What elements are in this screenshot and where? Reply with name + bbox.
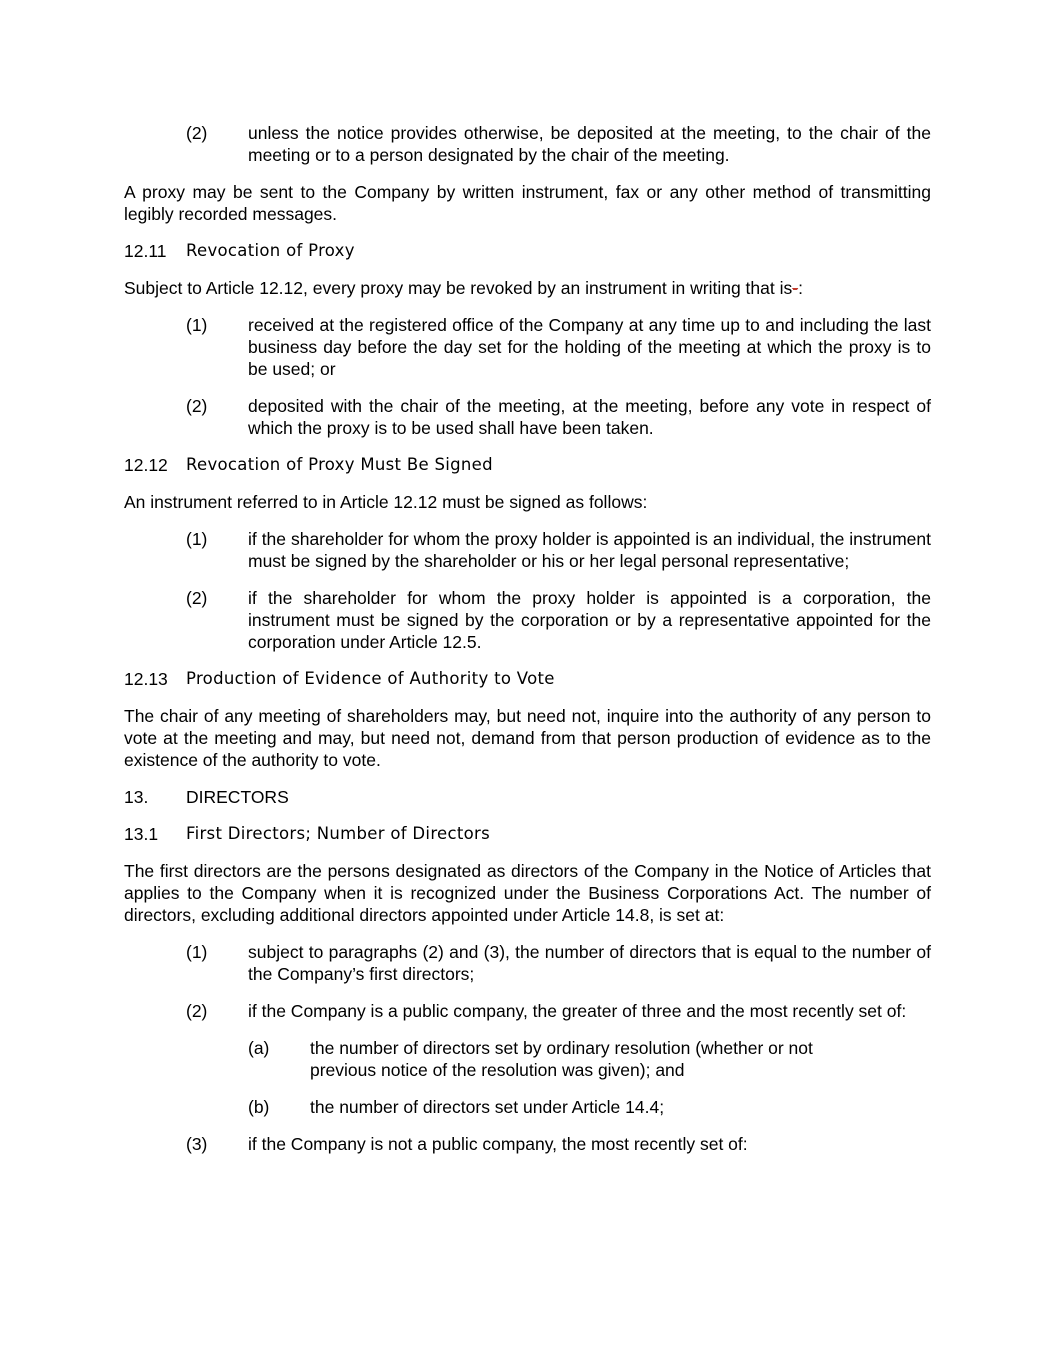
item-number: (1) xyxy=(186,529,208,549)
item-number: (2) xyxy=(186,396,208,416)
item-number: (b) xyxy=(248,1097,270,1117)
item-text: if the shareholder for whom the proxy holder is appointed is an individual, the instrument must be signed by the shareholder or his or her legal personal representative; xyxy=(248,529,931,571)
item-text: deposited with the chair of the meeting, at the meeting, before any vote in respect of which the proxy is to be used shall have been taken. xyxy=(248,396,931,438)
section-heading xyxy=(124,454,931,476)
list-item xyxy=(124,1133,931,1155)
item-text: received at the registered office of the Company at any time up to and including the last business day before the day set for the holding of the meeting at which the proxy is to be used; or xyxy=(248,315,931,379)
heading-number: 12.13 xyxy=(124,669,168,689)
list-item xyxy=(124,528,931,572)
paragraph: The first directors are the persons designated as directors of the Company in the Notice of Articles that applies to the Company when it is recognized under the Business Corporations Act. The number of directors, excluding additional directors appointed under Article 14.8, is set at: xyxy=(124,861,931,925)
item-text: subject to paragraphs (2) and (3), the number of directors that is equal to the number of the Company’s first directors; xyxy=(248,942,931,984)
section-heading xyxy=(124,823,931,845)
paragraph: The chair of any meeting of shareholders may, but need not, inquire into the authority of any person to vote at the meeting and may, but need not, demand from that person production of evidence as to the existence of the authority to vote. xyxy=(124,706,931,770)
item-text: if the shareholder for whom the proxy holder is appointed is a corporation, the instrument must be signed by the corporation or by a representative appointed for the corporation under Article 12.5. xyxy=(248,588,931,652)
section-heading xyxy=(124,240,931,262)
item-text: if the Company is not a public company, the most recently set of: xyxy=(248,1134,748,1154)
heading-number: 12.12 xyxy=(124,455,168,475)
deleted-text: - xyxy=(792,278,799,298)
item-text: unless the notice provides otherwise, be deposited at the meeting, to the chair of the meeting or to a person designated by the chair of the meeting. xyxy=(248,123,931,165)
list-item xyxy=(124,122,931,166)
paragraph-text: : xyxy=(798,278,803,298)
item-number: (a) xyxy=(248,1038,270,1058)
heading-title: Revocation of Proxy Must Be Signed xyxy=(186,455,493,474)
paragraph: A proxy may be sent to the Company by written instrument, fax or any other method of transmitting legibly recorded messages. xyxy=(124,182,931,224)
paragraph-text: Subject to Article 12.12, every proxy may be revoked by an instrument in writing that is xyxy=(124,278,793,298)
paragraph: An instrument referred to in Article 12.12 must be signed as follows: xyxy=(124,492,648,512)
list-item xyxy=(124,1000,931,1022)
article-number: 13. xyxy=(124,787,149,807)
item-number: (1) xyxy=(186,942,208,962)
heading-title: Revocation of Proxy xyxy=(186,241,355,260)
item-number: (2) xyxy=(186,123,208,143)
document-page xyxy=(124,122,931,1170)
item-number: (1) xyxy=(186,315,208,335)
item-number: (3) xyxy=(186,1134,208,1154)
sub-list-item xyxy=(124,1037,876,1081)
list-item xyxy=(124,587,931,653)
item-number: (2) xyxy=(186,1001,208,1021)
item-text: the number of directors set under Article 14.4; xyxy=(310,1097,665,1117)
article-heading xyxy=(124,786,931,808)
list-item xyxy=(124,395,931,439)
item-text: the number of directors set by ordinary resolution (whether or not previous notice of the resolution was given); and xyxy=(310,1038,813,1080)
heading-title: First Directors; Number of Directors xyxy=(186,824,491,843)
list-item xyxy=(124,941,931,985)
item-text: if the Company is a public company, the greater of three and the most recently set of: xyxy=(248,1001,907,1021)
paragraph xyxy=(124,277,931,299)
heading-number: 12.11 xyxy=(124,241,167,261)
section-heading xyxy=(124,668,931,690)
article-title: DIRECTORS xyxy=(186,787,289,807)
heading-title: Production of Evidence of Authority to Vote xyxy=(186,669,555,688)
list-item xyxy=(124,314,931,380)
sub-list-item xyxy=(124,1096,876,1118)
heading-number: 13.1 xyxy=(124,824,159,844)
item-number: (2) xyxy=(186,588,208,608)
